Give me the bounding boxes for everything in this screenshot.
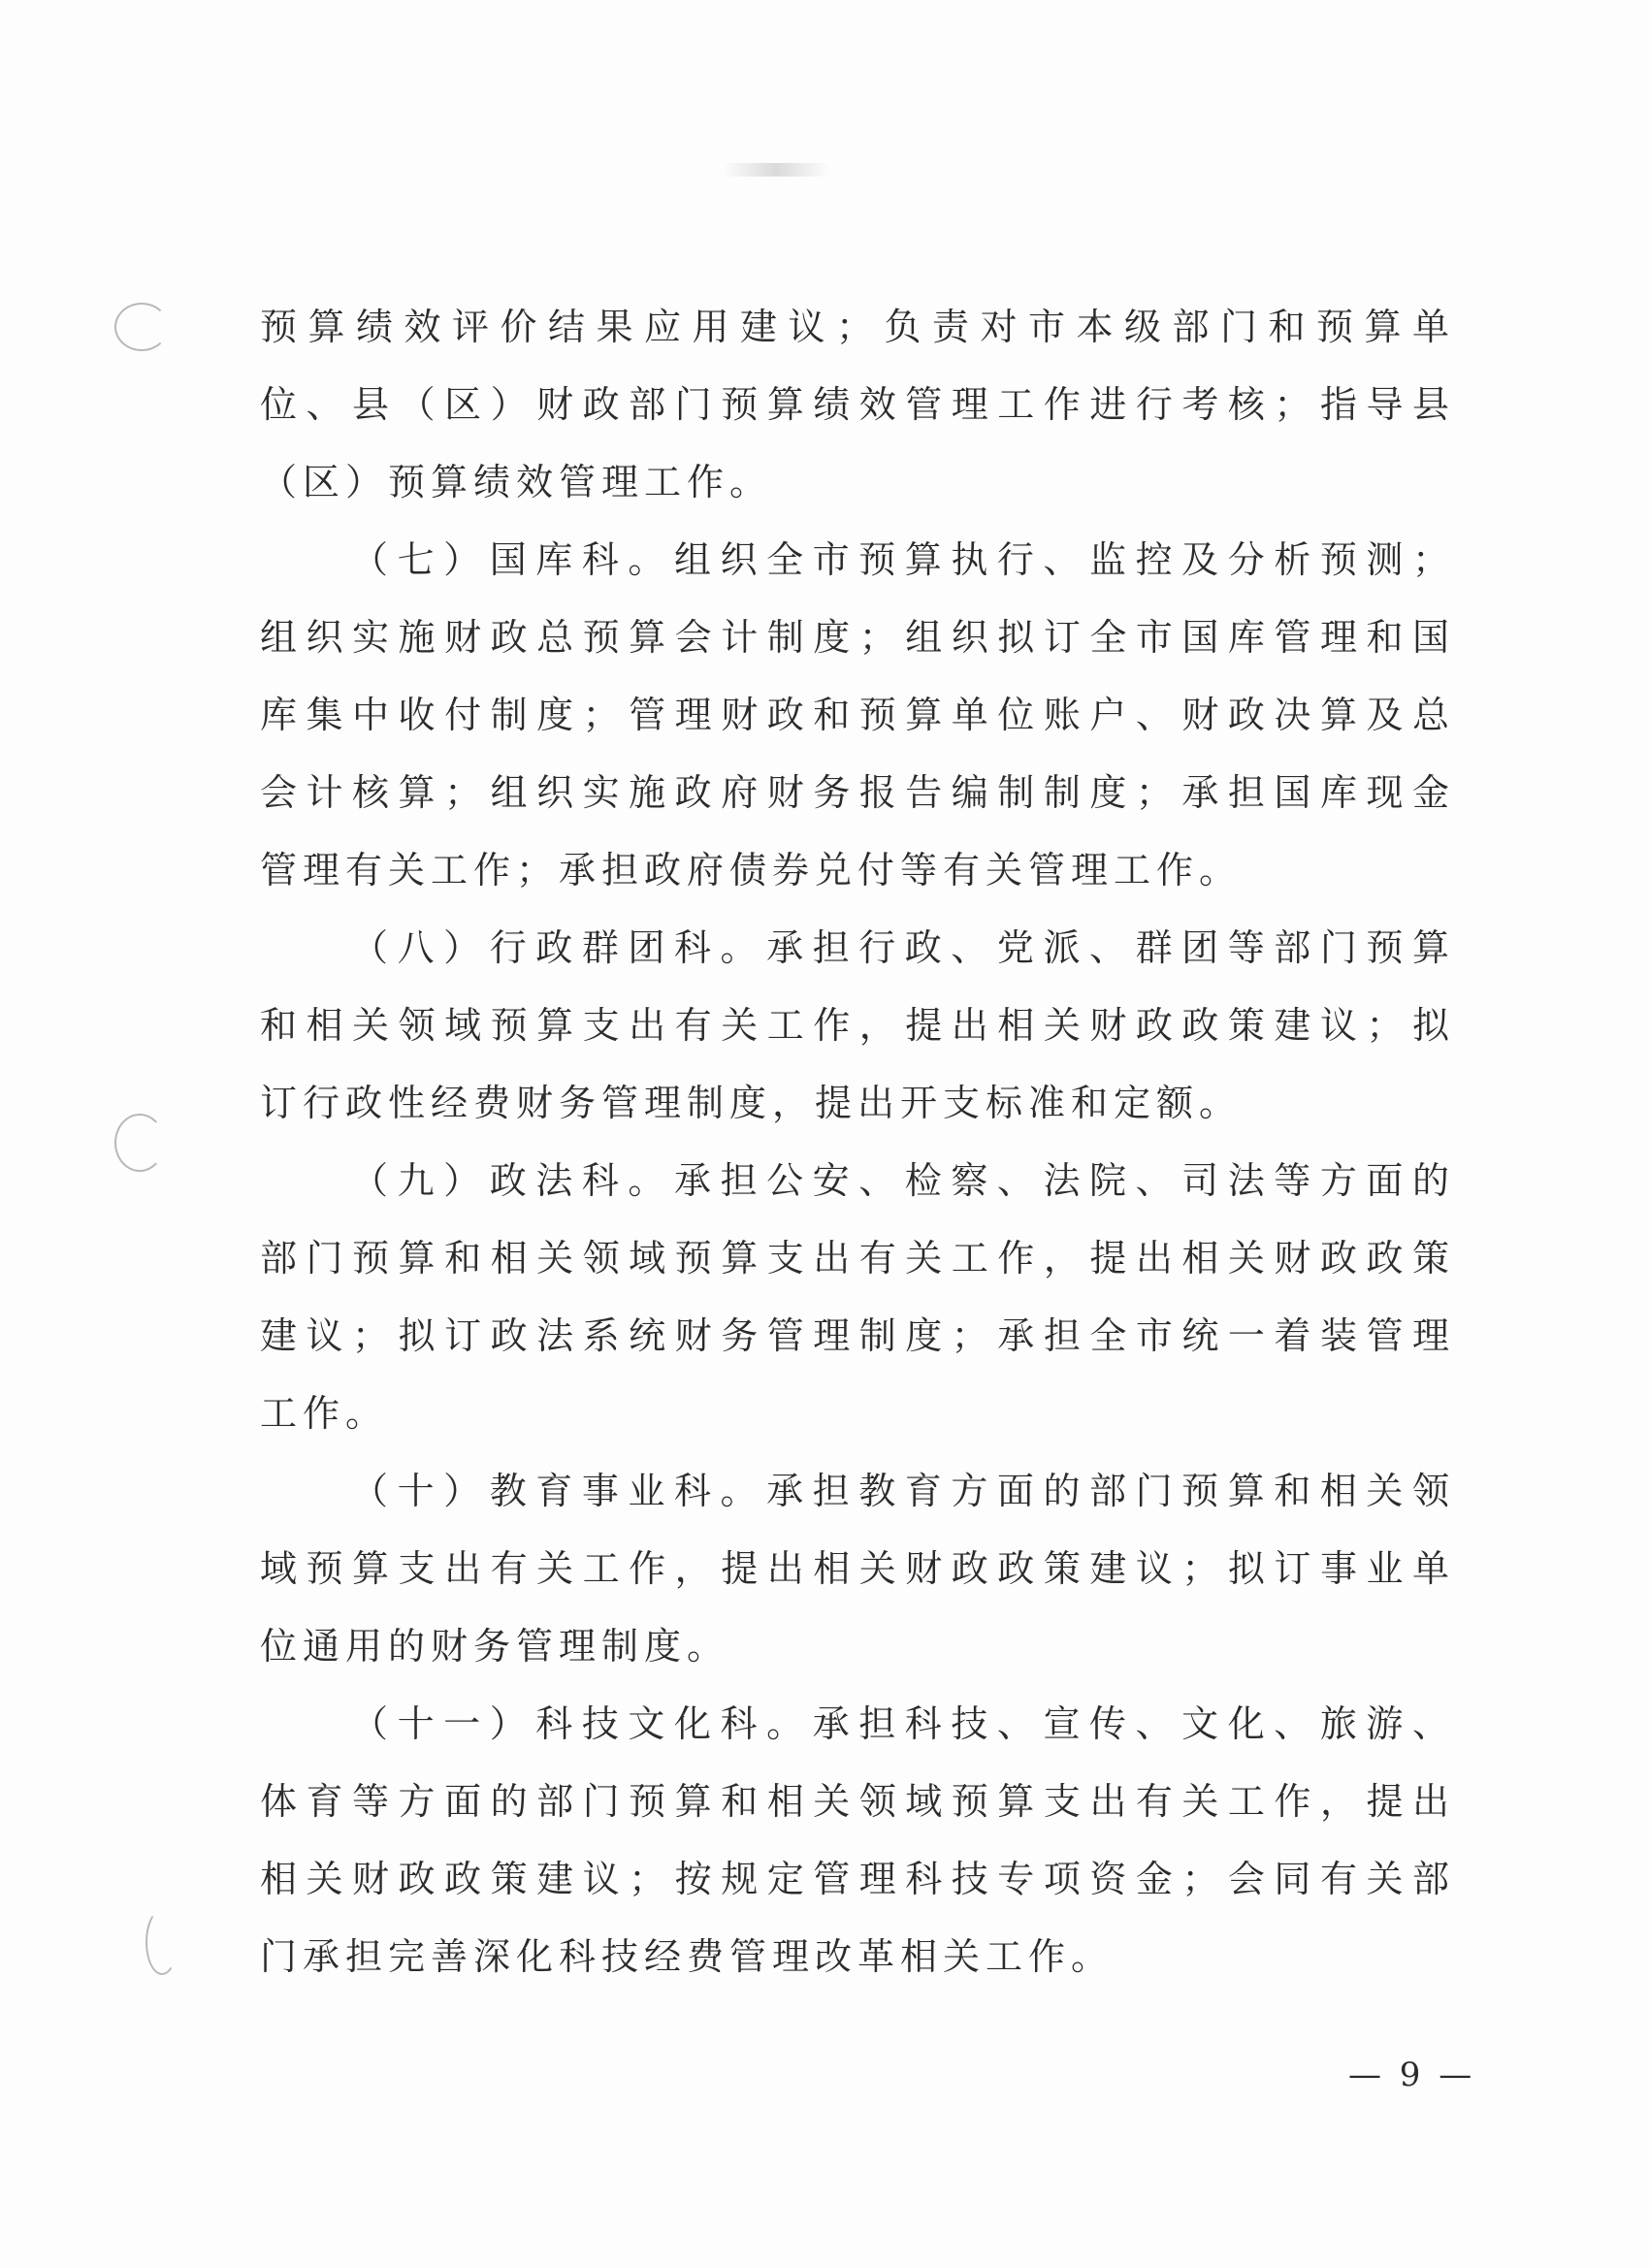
text-line: 建议；拟订政法系统财务管理制度；承担全市统一着装管理 bbox=[260, 1314, 1455, 1357]
paragraph-heading-line: （十一）科技文化科。承担科技、宣传、文化、旅游、 bbox=[351, 1702, 1455, 1745]
text-line: 工作。 bbox=[260, 1392, 389, 1435]
text-line: 组织实施财政总预算会计制度；组织拟订全市国库管理和国 bbox=[260, 616, 1455, 659]
binding-hole-mark bbox=[114, 303, 169, 351]
text-line: 部门预算和相关领域预算支出有关工作，提出相关财政政策 bbox=[260, 1237, 1455, 1280]
text-line: 和相关领域预算支出有关工作，提出相关财政政策建议；拟 bbox=[260, 1004, 1455, 1047]
paragraph-heading-line: （七）国库科。组织全市预算执行、监控及分析预测； bbox=[351, 538, 1455, 581]
binding-hole-mark bbox=[146, 1909, 178, 1975]
text-line: 库集中收付制度；管理财政和预算单位账户、财政决算及总 bbox=[260, 694, 1455, 736]
text-line: 管理有关工作；承担政府债券兑付等有关管理工作。 bbox=[260, 849, 1243, 891]
page-number: — 9 — bbox=[1348, 2056, 1476, 2094]
text-line: 预算绩效评价结果应用建议；负责对市本级部门和预算单 bbox=[260, 306, 1455, 348]
paragraph-heading-line: （九）政法科。承担公安、检察、法院、司法等方面的 bbox=[351, 1159, 1455, 1202]
text-line: 域预算支出有关工作，提出相关财政政策建议；拟订事业单 bbox=[260, 1547, 1455, 1590]
text-line: 位通用的财务管理制度。 bbox=[260, 1625, 730, 1668]
paragraph-heading-line: （八）行政群团科。承担行政、党派、群团等部门预算 bbox=[351, 926, 1455, 969]
text-line: 体育等方面的部门预算和相关领域预算支出有关工作，提出 bbox=[260, 1780, 1455, 1823]
scan-smudge bbox=[723, 163, 829, 177]
text-line: （区）预算绩效管理工作。 bbox=[260, 461, 773, 503]
binding-hole-mark bbox=[114, 1114, 165, 1172]
text-line: 订行政性经费财务管理制度，提出开支标准和定额。 bbox=[260, 1082, 1243, 1124]
text-line: 位、县（区）财政部门预算绩效管理工作进行考核；指导县 bbox=[260, 383, 1455, 426]
text-line: 相关财政政策建议；按规定管理科技专项资金；会同有关部 bbox=[260, 1858, 1455, 1900]
text-line: 门承担完善深化科技经费管理改革相关工作。 bbox=[260, 1935, 1115, 1978]
paragraph-heading-line: （十）教育事业科。承担教育方面的部门预算和相关领 bbox=[351, 1470, 1455, 1512]
text-line: 会计核算；组织实施政府财务报告编制制度；承担国库现金 bbox=[260, 771, 1455, 814]
